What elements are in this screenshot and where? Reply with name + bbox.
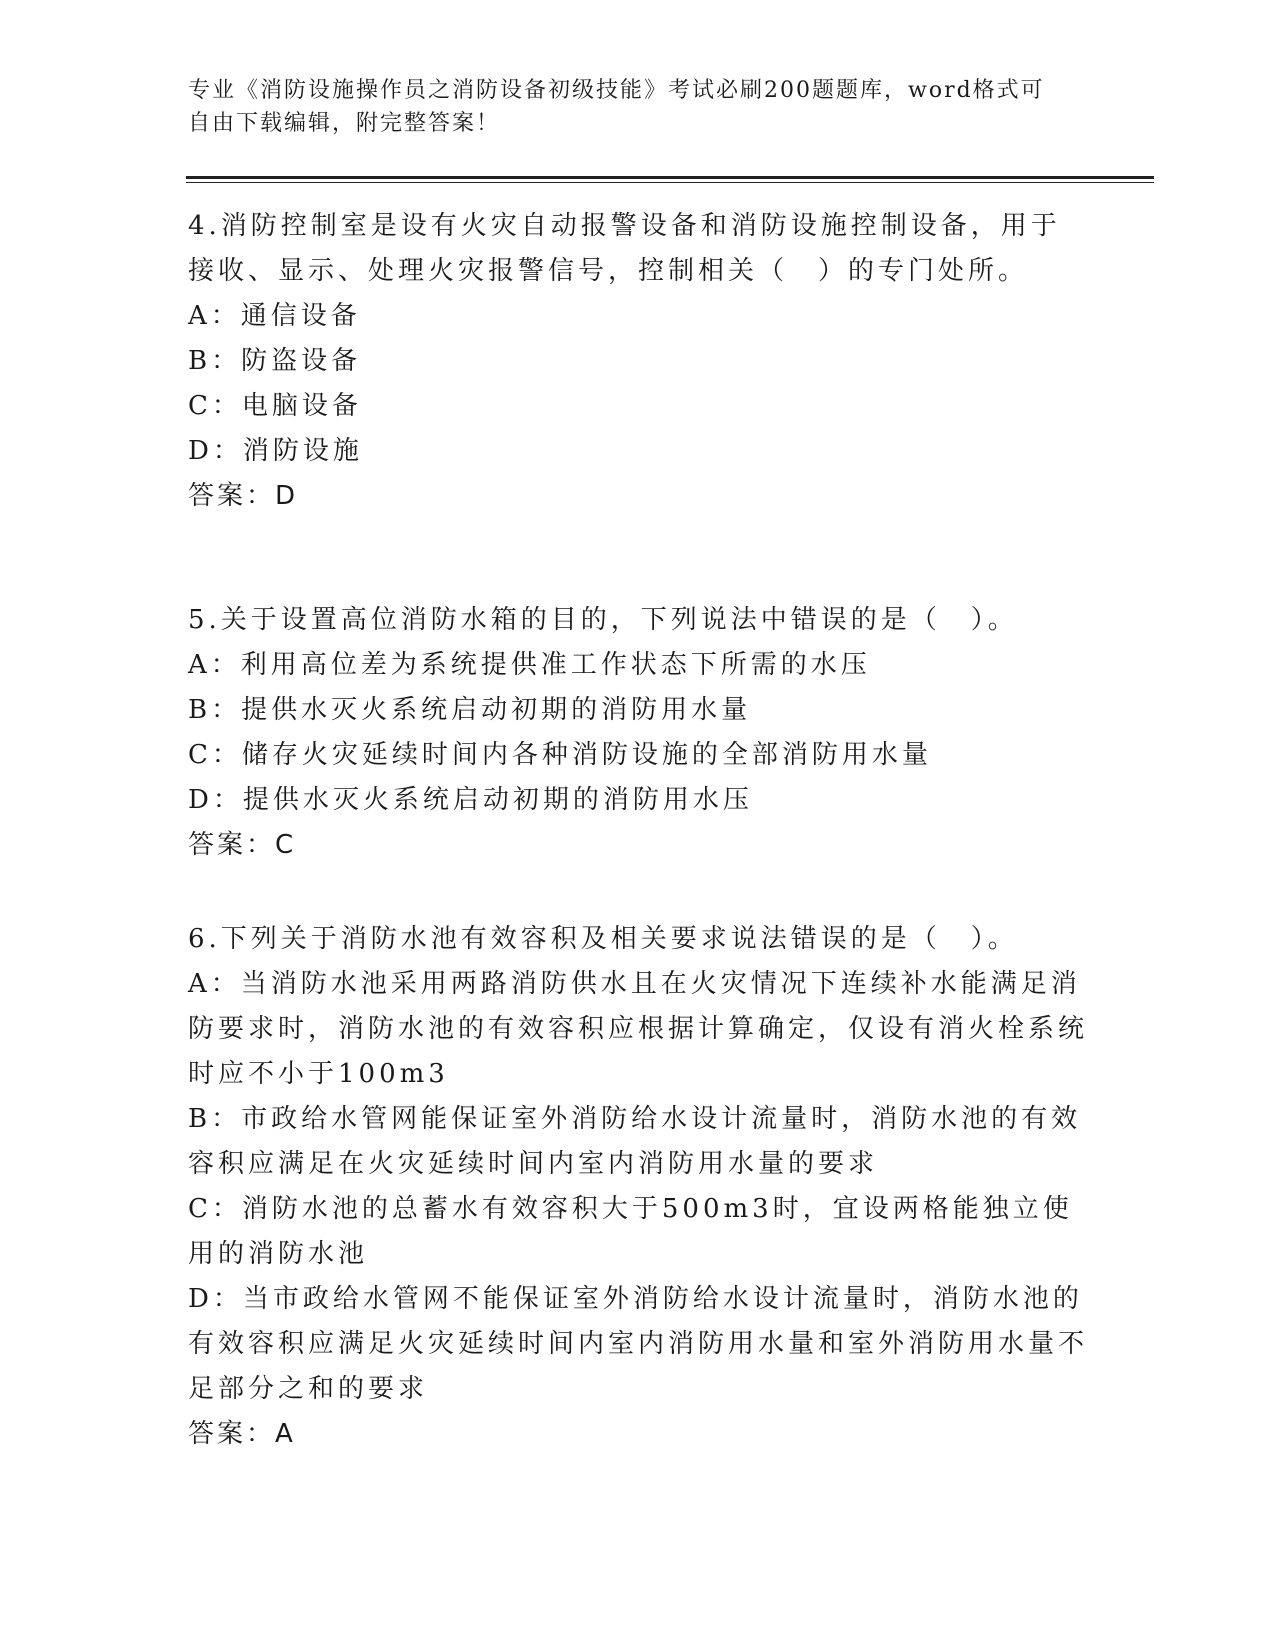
header-divider-thick (186, 176, 1154, 179)
question-stem: 4.消防控制室是设有火灾自动报警设备和消防设施控制设备，用于接收、显示、处理火灾报警信号，控制相关（ ）的专门处所。 (188, 211, 1061, 286)
question-6 (188, 917, 1088, 1457)
option-d: D：当市政给水管网不能保证室外消防给水设计流量时，消防水池的有效容积应满足火灾延续时间内室内消防用水量和室外消防用水量不足部分之和的要求 (188, 1284, 1089, 1404)
answer: 答案：C (188, 830, 297, 860)
header-divider-thin (186, 182, 1154, 183)
option-b: B：防盗设备 (188, 346, 362, 376)
option-c: C：消防水池的总蓄水有效容积大于500m3时，宜设两格能独立使用的消防水池 (188, 1194, 1073, 1269)
document-header (188, 74, 1088, 140)
question-5 (188, 598, 1088, 868)
header-line-2: 自由下载编辑，附完整答案！ (188, 111, 501, 136)
option-d: D：提供水灭火系统启动初期的消防用水压 (188, 785, 753, 815)
option-d: D：消防设施 (188, 436, 363, 466)
answer: 答案：D (188, 481, 299, 511)
option-c: C：电脑设备 (188, 391, 362, 421)
question-stem: 6.下列关于消防水池有效容积及相关要求说法错误的是（ ）。 (188, 924, 1018, 954)
option-c: C：储存火灾延续时间内各种消防设施的全部消防用水量 (188, 740, 932, 770)
header-line-1: 专业《消防设施操作员之消防设备初级技能》考试必刷200题题库，word格式可 (188, 78, 1045, 103)
answer: 答案：A (188, 1419, 296, 1449)
option-b: B：市政给水管网能保证室外消防给水设计流量时，消防水池的有效容积应满足在火灾延续时间内室内消防用水量的要求 (188, 1104, 1082, 1179)
question-4 (188, 204, 1088, 519)
option-a: A：利用高位差为系统提供准工作状态下所需的水压 (188, 650, 871, 680)
option-b: B：提供水灭火系统启动初期的消防用水量 (188, 695, 752, 725)
option-a: A：通信设备 (188, 301, 361, 331)
question-stem: 5.关于设置高位消防水箱的目的，下列说法中错误的是（ ）。 (188, 605, 1018, 635)
option-a: A：当消防水池采用两路消防供水且在火灾情况下连续补水能满足消防要求时，消防水池的有效容积应根据计算确定，仅设有消火栓系统时应不小于100m3 (188, 969, 1089, 1089)
